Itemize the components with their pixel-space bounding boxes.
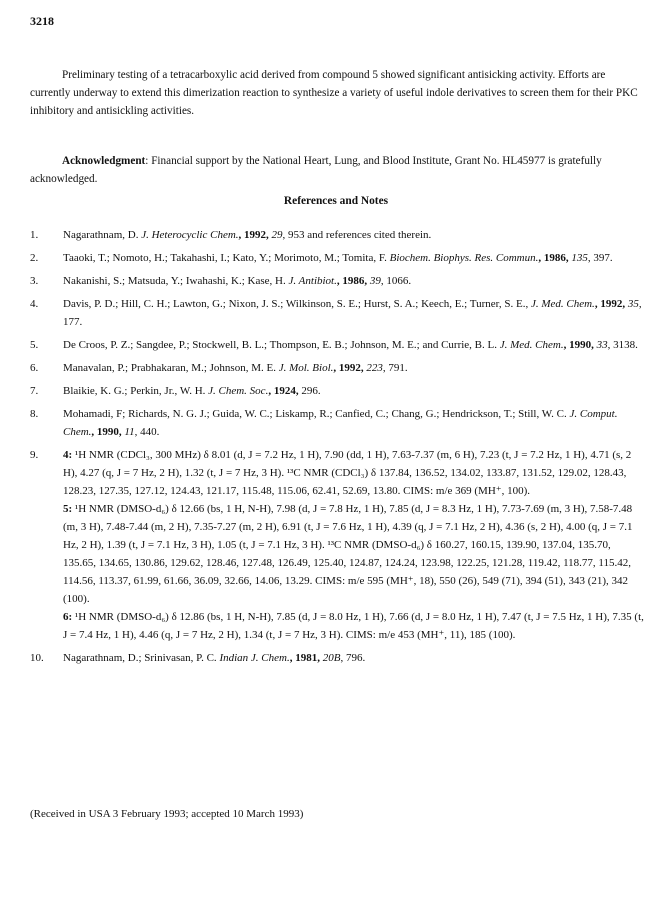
reference-2	[30, 249, 646, 267]
reference-volume: 35	[627, 298, 639, 310]
reference-pages: , 177.	[63, 298, 642, 328]
reference-3	[30, 272, 646, 290]
reference-journal: J. Antibiot.	[288, 275, 337, 287]
reference-pages: , 796.	[340, 652, 366, 664]
reference-volume: 135	[571, 252, 588, 264]
reference-volume: 39	[369, 275, 381, 287]
reference-pages: , 3138.	[607, 339, 638, 351]
received-dates: (Received in USA 3 February 1993; accepted 10 March 1993)	[30, 808, 304, 820]
reference-number: 3.	[30, 275, 39, 287]
reference-journal: Indian J. Chem.	[219, 652, 290, 664]
reference-year: , 1992,	[238, 229, 272, 241]
reference-pages: 296.	[301, 385, 321, 397]
reference-5	[30, 336, 646, 354]
reference-journal: J. Chem. Soc.	[208, 385, 269, 397]
reference-year: , 1986,	[336, 275, 370, 287]
reference-7	[30, 382, 646, 400]
compound-label: 5:	[63, 503, 73, 515]
reference-number: 9.	[30, 449, 39, 461]
reference-year: , 1924,	[268, 385, 302, 397]
nmr-data: ¹H NMR (DMSO-d₆) δ 12.86 (bs, 1 H, N-H), 7.85 (d, J = 8.0 Hz, 1 H), 7.66 (d, J = 8.0 Hz, 1 H), 7.47 (t, J = 7.5 Hz, 1 H), 7.35 (t, J = 7.4 Hz, 1 H), 4.46 (q, J = 7 Hz, 2 H), 1.34 (t, J = 7 Hz, 3 H). CIMS: m/e 453 (MH⁺, 11), 185 (100).	[63, 611, 644, 641]
reference-year: , 1990,	[563, 339, 597, 351]
reference-6	[30, 359, 646, 377]
reference-year: , 1992,	[333, 362, 367, 374]
reference-authors: Blaikie, K. G.; Perkin, Jr., W. H.	[63, 385, 209, 397]
reference-authors: Mohamadi, F; Richards, N. G. J.; Guida, W. C.; Liskamp, R.; Canfied, C.; Chang, G.; Hendrickson, T.; Still, W. C.	[63, 408, 570, 420]
references-list	[30, 226, 646, 672]
reference-number: 4.	[30, 298, 39, 310]
reference-authors: Davis, P. D.; Hill, C. H.; Lawton, G.; Nixon, J. S.; Wilkinson, S. E.; Hurst, S. A.; Keech, E.; Turner, S. E.,	[63, 298, 531, 310]
reference-pages: , 791.	[382, 362, 408, 374]
reference-volume: 20B	[322, 652, 341, 664]
compound-label: 4:	[63, 449, 73, 461]
reference-volume: 11	[124, 426, 135, 438]
reference-9	[30, 446, 646, 644]
reference-volume: 33	[596, 339, 608, 351]
reference-authors: De Croos, P. Z.; Sangdee, P.; Stockwell, B. L.; Thompson, E. B.; Johnson, M. E.; and Currie, B. L.	[63, 339, 500, 351]
reference-4	[30, 295, 646, 331]
reference-year: , 1981,	[289, 652, 323, 664]
reference-journal: J. Comput. Chem.	[63, 408, 618, 438]
nmr-compound-4	[63, 446, 646, 500]
body-paragraph-1: Preliminary testing of a tetracarboxylic acid derived from compound 5 showed significant antisicking activity. Efforts are currently underway to extend this dimerization reaction to synthesize a variety of useful indole derivatives to screen them for their PKC inhibitory and antisickling activities.	[30, 69, 638, 117]
acknowledgment-paragraph	[30, 152, 646, 188]
acknowledgment-text: : Financial support by the National Heart, Lung, and Blood Institute, Grant No. HL45977 is gratefully acknowledged.	[30, 155, 602, 185]
reference-authors: Nakanishi, S.; Matsuda, Y.; Iwahashi, K.; Kase, H.	[63, 275, 289, 287]
reference-year: , 1986,	[538, 252, 572, 264]
reference-volume: 29	[271, 229, 283, 241]
compound-label: 6:	[63, 611, 73, 623]
reference-year: , 1990,	[91, 426, 125, 438]
reference-number: 1.	[30, 229, 39, 241]
reference-authors: Manavalan, P.; Prabhakaran, M.; Johnson, M. E.	[63, 362, 279, 374]
reference-number: 5.	[30, 339, 39, 351]
acknowledgment-label: Acknowledgment	[62, 155, 146, 167]
reference-authors: Taaoki, T.; Nomoto, H.; Takahashi, I.; Kato, Y.; Morimoto, M.; Tomita, F.	[63, 252, 390, 264]
reference-pages: , 1066.	[380, 275, 412, 287]
page-number: 3218	[30, 14, 54, 28]
nmr-data: ¹H NMR (DMSO-d₆) δ 12.66 (bs, 1 H, N-H), 7.98 (d, J = 7.8 Hz, 1 H), 7.85 (d, J = 8.3 Hz, 1 H), 7.73-7.69 (m, 3 H), 7.58-7.48 (m, 3 H), 7.48-7.44 (m, 2 H), 7.35-7.27 (m, 2 H), 6.91 (t, J = 7.6 Hz, 1 H), 4.39 (q, J = 7.1 Hz, 2 H), 4.36 (s, 2 H), 4.00 (q, J = 7.1 Hz, 2 H), 1.39 (t, J = 7.1 Hz, 3 H), 1.05 (t, J = 7.1 Hz, 3 H). ¹³C NMR (DMSO-d₆) δ 160.27, 160.15, 139.90, 137.04, 135.70, 135.65, 134.65, 130.86, 129.62, 128.46, 127.48, 126.49, 125.40, 124.87, 124.24, 123.98, 122.25, 121.28, 119.42, 118.77, 115.42, 114.56, 113.37, 61.99, 61.66, 36.09, 32.66, 14.06, 13.29. CIMS: m/e 595 (MH⁺, 18), 550 (26), 549 (71), 394 (51), 343 (21), 342 (100).	[63, 503, 633, 605]
reference-pages: , 953 and references cited therein.	[282, 229, 432, 241]
nmr-compound-5	[63, 500, 646, 608]
reference-1	[30, 226, 646, 244]
reference-journal: J. Med. Chem.	[499, 339, 564, 351]
reference-year: , 1992,	[594, 298, 628, 310]
reference-journal: J. Med. Chem.	[530, 298, 595, 310]
reference-pages: , 397.	[587, 252, 613, 264]
reference-authors: Nagarathnam, D.	[63, 229, 142, 241]
reference-number: 8.	[30, 408, 39, 420]
reference-number: 2.	[30, 252, 39, 264]
nmr-compound-6	[63, 608, 646, 644]
reference-journal: J. Heterocyclic Chem.	[141, 229, 239, 241]
reference-pages: , 440.	[134, 426, 160, 438]
reference-10	[30, 649, 646, 667]
reference-volume: 223	[366, 362, 383, 374]
reference-number: 7.	[30, 385, 39, 397]
reference-authors: Nagarathnam, D.; Srinivasan, P. C.	[63, 652, 220, 664]
reference-number: 10.	[30, 652, 44, 664]
reference-number: 6.	[30, 362, 39, 374]
reference-8	[30, 405, 646, 441]
references-heading: References and Notes	[283, 195, 389, 207]
nmr-data: ¹H NMR (CDCl₃, 300 MHz) δ 8.01 (d, J = 7.2 Hz, 1 H), 7.90 (dd, 1 H), 7.63-7.37 (m, 6 H), 7.23 (t, J = 7.2 Hz, 1 H), 4.71 (s, 2 H), 4.27 (q, J = 7 Hz, 2 H), 1.32 (t, J = 7 Hz, 3 H). ¹³C NMR (CDCl₃) δ 137.84, 136.52, 134.02, 133.87, 131.52, 129.02, 128.43, 128.23, 127.35, 127.12, 124.43, 121.17, 115.48, 115.06, 62.41, 52.69, 13.80. CIMS: m/e 369 (MH⁺, 100).	[63, 449, 632, 497]
reference-journal: J. Mol. Biol.	[278, 362, 334, 374]
reference-journal: Biochem. Biophys. Res. Commun.	[389, 252, 539, 264]
